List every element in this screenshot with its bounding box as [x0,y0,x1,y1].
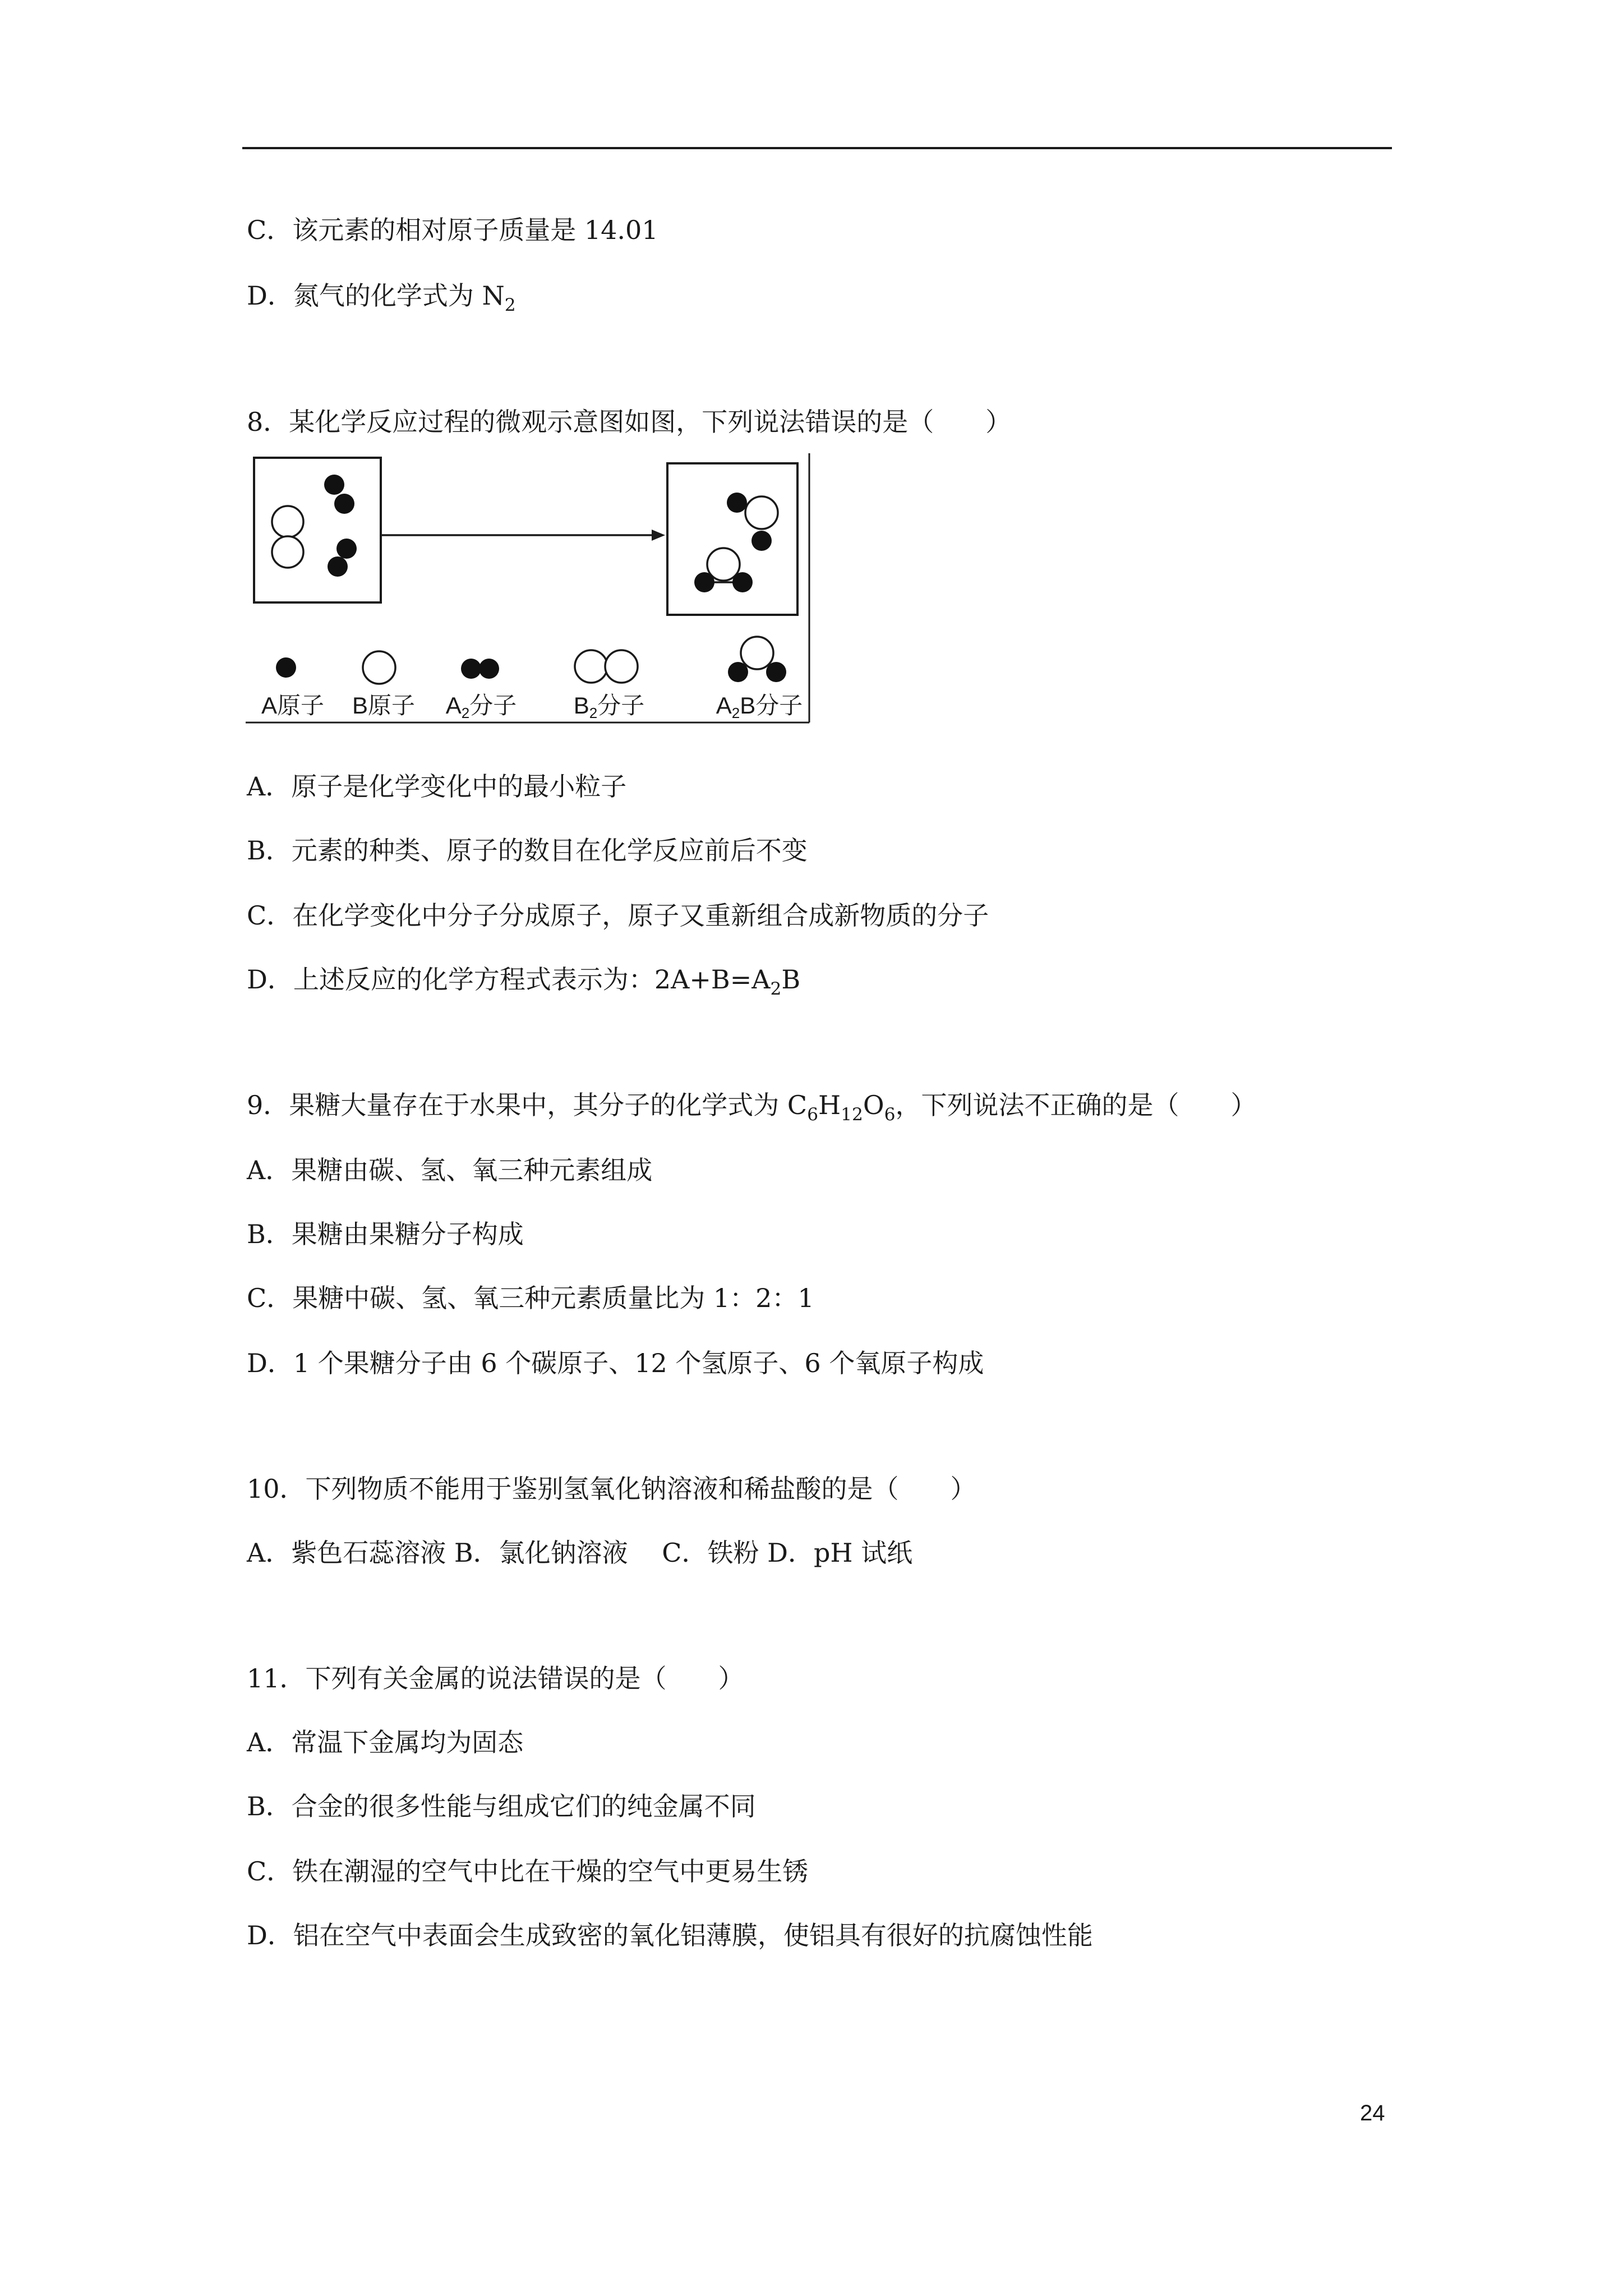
q9-option-d: D．1 个果糖分子由 6 个碳原子、12 个氢原子、6 个氧原子构成 [247,1348,984,1378]
q7-option-c: C．该元素的相对原子质量是 14.01 [247,215,658,245]
arrow-head [652,530,665,541]
product-box [667,463,797,615]
a-atom [694,572,714,592]
legend-a2-atom-1 [461,659,481,679]
q9-option-b: B．果糖由果糖分子构成 [247,1219,524,1249]
reactant-box [254,458,381,602]
legend-a2-label: A2分子 [445,692,517,721]
a-atom [324,475,344,495]
a-atom [334,494,354,514]
legend-b2-atom-1 [575,650,607,683]
legend-a2b-label: A2B分子 [716,692,803,721]
b-atom [745,496,778,529]
legend-b2-atom-2 [605,650,638,683]
legend-a-atom [276,657,296,678]
q9-stem: 9．果糖大量存在于水果中，其分子的化学式为 $C_6H_{12}O_6$，下列说法不正确的是（ ） [247,1090,1257,1125]
reaction-diagram [246,452,818,727]
q11-option-c: C．铁在潮湿的空气中比在干燥的空气中更易生锈 [247,1856,809,1887]
a-atom [732,572,753,592]
b-atom [707,548,740,581]
q10-stem: 10．下列物质不能用于鉴别氢氧化钠溶液和稀盐酸的是（ ） [247,1474,976,1504]
legend-a2-atom-2 [479,659,499,679]
legend-b2-label: B2分子 [573,692,645,721]
q8-option-c: C．在化学变化中分子分成原子，原子又重新组合成新物质的分子 [247,900,989,931]
a-atom [751,531,772,551]
q11-option-d: D．铝在空气中表面会生成致密的氧化铝薄膜，使铝具有很好的抗腐蚀性能 [247,1920,1093,1950]
a-atom [328,556,348,577]
q8-option-b: B．元素的种类、原子的数目在化学反应前后不变 [247,835,808,866]
a-atom [336,539,357,559]
legend-a2b-a-atom-2 [766,662,786,682]
legend-a-atom-label: A原子 [261,692,325,719]
q10-options: A．紫色石蕊溶液 B．氯化钠溶液 C．铁粉 D．pH 试纸 [247,1538,913,1568]
b-atom [272,506,303,537]
legend-a2b-a-atom-1 [728,662,748,682]
header-rule [242,147,1392,149]
legend-b-atom [363,651,395,684]
q8-option-d: D．上述反应的化学方程式表示为：$2A+B=A_2B$ [247,964,801,999]
q9-option-c: C．果糖中碳、氢、氧三种元素质量比为 1：2：1 [247,1283,814,1313]
legend-b-atom-label: B原子 [352,692,416,719]
q11-stem: 11．下列有关金属的说法错误的是（ ） [247,1663,744,1694]
a-atom [727,493,747,513]
q7-option-d: D．氮气的化学式为 $N_2$ [247,280,516,315]
legend-a2b-b-atom [741,637,773,669]
b-atom [272,536,303,568]
q8-stem: 8．某化学反应过程的微观示意图如图，下列说法错误的是（ ） [247,407,1012,437]
q11-option-a: A．常温下金属均为固态 [247,1727,524,1757]
page-number: 24 [1360,2101,1385,2125]
q11-option-b: B．合金的很多性能与组成它们的纯金属不同 [247,1791,756,1821]
q8-option-a: A．原子是化学变化中的最小粒子 [247,771,627,802]
q9-option-a: A．果糖由碳、氢、氧三种元素组成 [247,1155,653,1185]
